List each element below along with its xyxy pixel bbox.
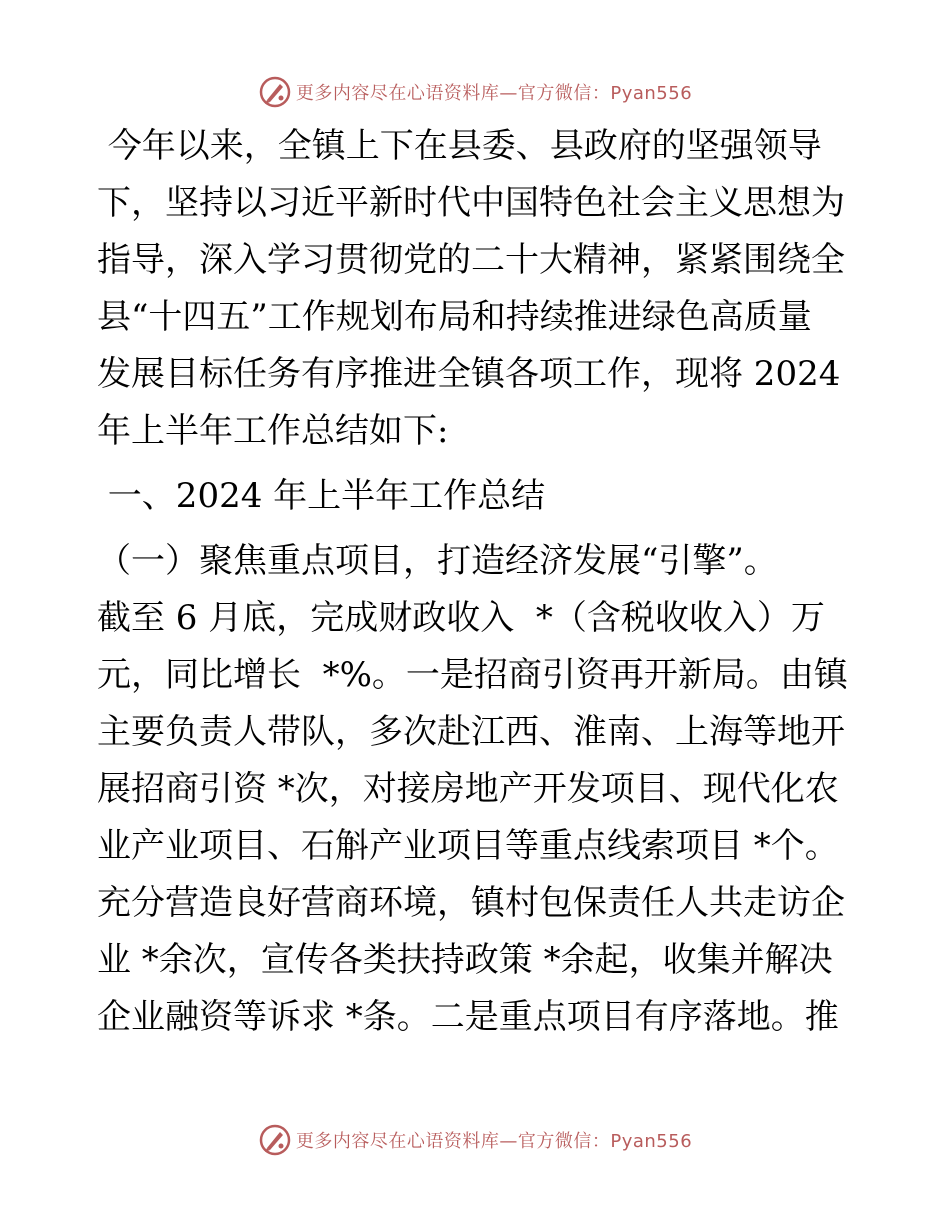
document-body <box>97 118 857 1046</box>
paragraph-line: 下，坚持以习近平新时代中国特色社会主义思想为 <box>97 183 845 223</box>
subsection-heading: （一）聚焦重点项目，打造经济发展“引擎”。 <box>97 541 778 581</box>
paragraph-line: 年上半年工作总结如下: <box>97 411 449 451</box>
paragraph-line: 充分营造良好营商环境，镇村包保责任人共走访企 <box>97 883 845 923</box>
paragraph-line: 业 *余次，宣传各类扶持政策 *余起，收集并解决 <box>97 940 833 980</box>
header-watermark-banner <box>0 72 950 112</box>
paragraph-line: 展招商引资 *次，对接房地产开发项目、现代化农 <box>97 769 839 809</box>
paragraph-line: 指导，深入学习贯彻党的二十大精神，紧紧围绕全 <box>97 240 845 280</box>
paragraph-line: 县“十四五”工作规划布局和持续推进绿色高质量 <box>97 297 812 337</box>
quill-pen-logo-icon <box>258 75 292 109</box>
watermark-text: 更多内容尽在心语资料库—官方微信：Pyan556 <box>295 1131 693 1152</box>
paragraph-line: 元，同比增长 *%。一是招商引资再开新局。由镇 <box>97 655 848 695</box>
paragraph-line: 企业融资等诉求 *条。二是重点项目有序落地。推 <box>97 997 839 1037</box>
quill-pen-logo-icon <box>258 1123 292 1157</box>
watermark-text: 更多内容尽在心语资料库—官方微信：Pyan556 <box>295 83 693 104</box>
paragraph-line: 发展目标任务有序推进全镇各项工作，现将 2024 <box>97 354 841 394</box>
paragraph-line: 截至 6 月底，完成财政收入 *（含税收收入）万 <box>97 598 825 638</box>
paragraph-line: 主要负责人带队，多次赴江西、淮南、上海等地开 <box>97 712 845 752</box>
paragraph-line: 业产业项目、石斛产业项目等重点线索项目 *个。 <box>97 826 839 866</box>
paragraph-line: 今年以来，全镇上下在县委、县政府的坚强领导 <box>97 126 822 166</box>
footer-watermark-banner <box>0 1120 950 1160</box>
section-heading: 一、2024 年上半年工作总结 <box>97 476 546 516</box>
